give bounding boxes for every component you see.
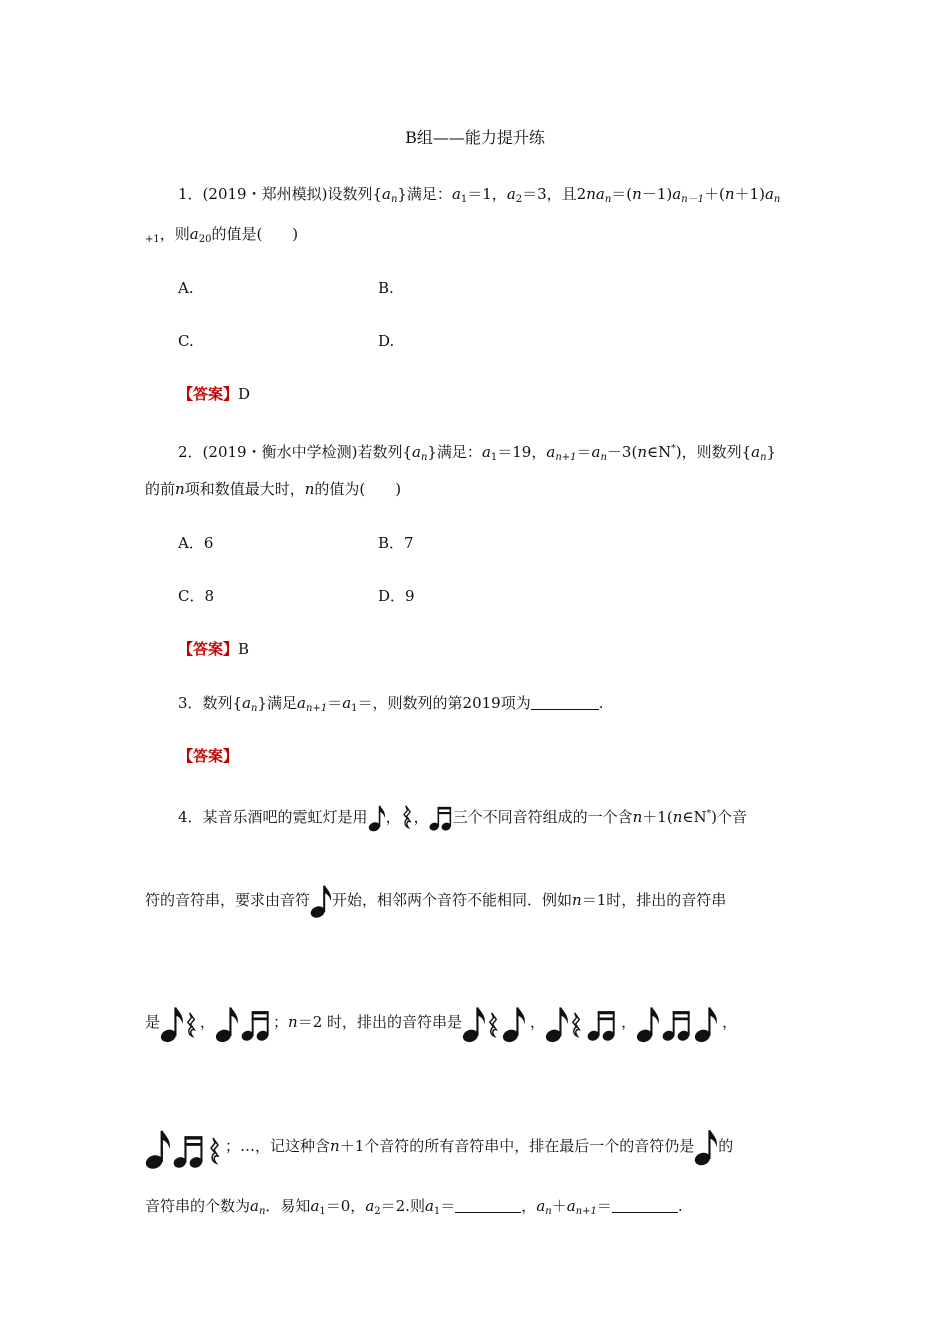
answer-1 — [178, 384, 250, 404]
answer-label: 【答案】 — [178, 640, 239, 658]
eighth-note-icon — [310, 883, 332, 919]
question-1-line-2: $_{+1}$，则$a_{20}$的值是( ) — [145, 225, 299, 245]
answer-blank-2[interactable] — [612, 1198, 678, 1213]
section-title: B组——能力提升练 — [405, 128, 545, 147]
question-4-line-1: 4．某音乐酒吧的霓虹灯是用 ， ， 三个不同音符组成的一个含n＋1(n∈N*)个音 — [178, 796, 747, 835]
answer-value: D — [238, 385, 251, 403]
option-d[interactable]: D．9 — [378, 587, 415, 605]
note-string-eighth-beamed-rest — [145, 1122, 225, 1172]
answer-label: 【答案】 — [178, 385, 239, 403]
question-4-line-2: 符的音符串，要求由音符 开始，相邻两个音符不能相同．例如n＝1时，排出的音符串 — [145, 880, 726, 920]
eighth-note-icon — [694, 1126, 718, 1168]
note-string-eighth-beamed-eighth — [636, 1001, 722, 1045]
option-b[interactable]: B．7 — [378, 534, 414, 552]
eighth-note-icon — [368, 804, 386, 832]
beamed-sixteenth-icon — [429, 804, 453, 832]
question-3: 3．数列$\{a_n\}$满足$a_{n+1}=a_1=$，则数列的第2019项为 . — [178, 694, 604, 714]
note-string-eighth-rest-eighth — [462, 1001, 530, 1045]
question-4-line-4: ；…，记这种含n＋1个音符的所有音符串中，排在最后一个的音符仍是 的 — [145, 1118, 733, 1174]
question-4-line-3: 是 ， ；n＝2 时，排出的音符串是 ， ， ， — [145, 998, 737, 1046]
note-string-eighth-rest-beamed — [545, 1001, 621, 1045]
option-a[interactable]: A. — [178, 279, 194, 297]
quarter-rest-icon — [401, 804, 414, 832]
option-d[interactable]: D. — [378, 332, 395, 350]
option-b[interactable]: B. — [378, 279, 394, 297]
answer-blank-1[interactable] — [455, 1198, 521, 1213]
option-c[interactable]: C. — [178, 332, 194, 350]
question-2-line-2: 的前n项和数值最大时，n的值为( ) — [145, 480, 402, 498]
question-1-line-1: 1．(2019・郑州模拟)设数列$\{a_n\}$满足：$a_1=1$，$a_2=3$，且$2na_n=(n-1)a_{n-1}+(n+1)a_n$ — [178, 185, 781, 205]
note-string-eighth-rest — [160, 1001, 200, 1045]
note-string-eighth-beamed — [215, 1001, 273, 1045]
option-a[interactable]: A．6 — [178, 534, 214, 552]
question-4-line-5: 音符串的个数为$a_n$．易知$a_1=0$，$a_2=2$.则$a_1=$ ，$a_n+a_{n+1}=$ . — [145, 1197, 683, 1217]
answer-label: 【答案】 — [178, 747, 239, 765]
question-2-line-1: 2．(2019・衡水中学检测)若数列$\{a_n\}$满足：$a_1=19$，$a_{n+1}=a_n-3(n\in N^*)$，则数列$\{a_n\}$ — [178, 443, 777, 463]
answer-2 — [178, 639, 249, 659]
answer-blank[interactable] — [531, 695, 599, 710]
option-c[interactable]: C．8 — [178, 587, 215, 605]
answer-3 — [178, 746, 238, 766]
answer-value: B — [238, 640, 250, 658]
